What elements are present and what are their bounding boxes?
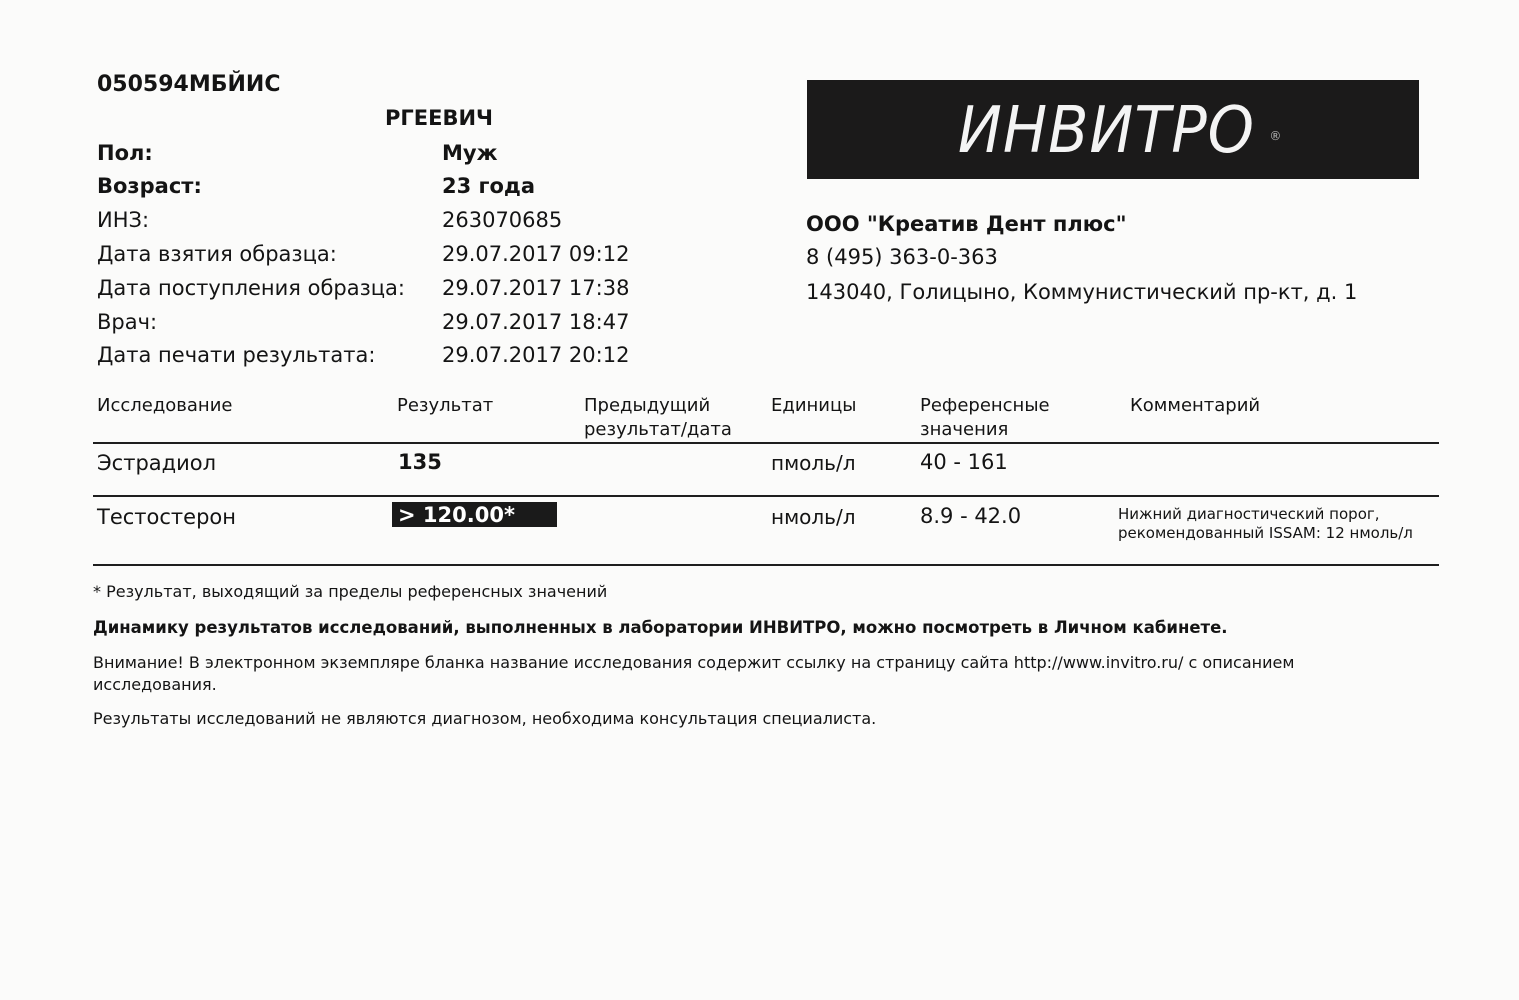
- header-units: Единицы: [771, 395, 857, 416]
- disclaimer-note: Результаты исследований не являются диагнозом, необходима консультация специалиста.: [93, 709, 877, 728]
- row2-test: Тестостерон: [97, 505, 236, 529]
- table-rule-bottom: [93, 564, 1439, 566]
- doctor-label: Врач:: [97, 310, 158, 334]
- org-address: 143040, Голицыно, Коммунистический пр-кт, д. 1: [806, 280, 1358, 304]
- sample-received-value: 29.07.2017 17:38: [442, 276, 630, 300]
- header-test: Исследование: [97, 395, 233, 416]
- row1-test: Эстрадиол: [97, 451, 217, 475]
- row2-reference: 8.9 - 42.0: [920, 504, 1022, 528]
- print-date-value: 29.07.2017 20:12: [442, 343, 630, 367]
- logo-text: ИНВИТРО: [957, 93, 1255, 168]
- sample-taken-label: Дата взятия образца:: [97, 242, 337, 266]
- sample-received-label: Дата поступления образца:: [97, 276, 405, 300]
- patient-code: 050594МБЙИС: [97, 72, 281, 97]
- inz-value: 263070685: [442, 208, 563, 232]
- registered-mark: ®: [1269, 128, 1282, 143]
- org-phone: 8 (495) 363-0-363: [806, 245, 998, 269]
- org-name: ООО "Креатив Дент плюс": [806, 212, 1127, 236]
- patient-name: РГЕЕВИЧ: [385, 106, 494, 130]
- age-label: Возраст:: [97, 174, 202, 198]
- attention-note: Внимание! В электронном экземпляре бланка название исследования содержит ссылку на страницу сайта http://www.invitro.ru/ с описанием исследования.: [93, 653, 1295, 694]
- invitro-logo: [807, 80, 1419, 179]
- doctor-value: 29.07.2017 18:47: [442, 310, 630, 334]
- footnote: * Результат, выходящий за пределы референсных значений: [93, 582, 608, 601]
- row1-units: пмоль/л: [771, 451, 856, 475]
- row2-comment: Нижний диагностический порог, рекомендованный ISSAM: 12 нмоль/л: [1118, 505, 1413, 542]
- row1-reference: 40 - 161: [920, 450, 1008, 474]
- row2-units: нмоль/л: [771, 505, 856, 529]
- sex-label: Пол:: [97, 141, 153, 165]
- header-reference: Референсные значения: [920, 395, 1050, 440]
- sample-taken-value: 29.07.2017 09:12: [442, 242, 630, 266]
- inz-label: ИНЗ:: [97, 208, 150, 232]
- sex-value: Муж: [442, 141, 498, 165]
- table-rule-header: [93, 442, 1439, 444]
- age-value: 23 года: [442, 174, 536, 198]
- print-date-label: Дата печати результата:: [97, 343, 376, 367]
- header-previous: Предыдущий результат/дата: [584, 395, 732, 440]
- header-comment: Комментарий: [1130, 395, 1261, 416]
- header-result: Результат: [397, 395, 494, 416]
- table-rule-row1: [93, 495, 1439, 497]
- row1-result: 135: [398, 450, 442, 474]
- row2-result-flagged: > 120.00*: [392, 502, 557, 527]
- dynamics-note: Динамику результатов исследований, выполненных в лаборатории ИНВИТРО, можно посмотреть в Личном кабинете.: [93, 618, 1228, 637]
